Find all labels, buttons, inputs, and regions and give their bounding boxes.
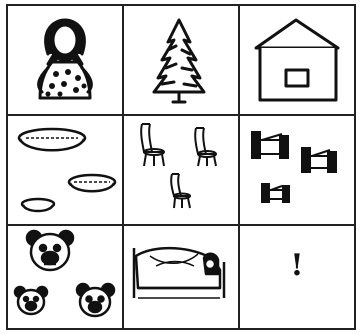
cell-bears — [8, 226, 122, 328]
girl-in-headscarf-icon — [8, 6, 122, 114]
three-bowls-icon — [8, 116, 122, 224]
cell-house — [240, 6, 354, 114]
cell-answer — [240, 226, 354, 328]
cell-sleeping-girl — [124, 226, 238, 328]
cell-chairs — [124, 116, 238, 224]
exclamation-mark: ! — [290, 248, 304, 283]
three-beds-icon — [240, 116, 354, 224]
three-bears-icon — [8, 226, 122, 328]
fir-tree-icon — [124, 6, 238, 114]
picture-puzzle-grid — [6, 4, 356, 330]
cell-girl — [8, 6, 122, 114]
cell-bowls — [8, 116, 122, 224]
house-icon — [240, 6, 354, 114]
cell-fir-tree — [124, 6, 238, 114]
cell-beds — [240, 116, 354, 224]
sleeping-girl-in-bed-icon — [124, 226, 238, 328]
three-chairs-icon — [124, 116, 238, 224]
